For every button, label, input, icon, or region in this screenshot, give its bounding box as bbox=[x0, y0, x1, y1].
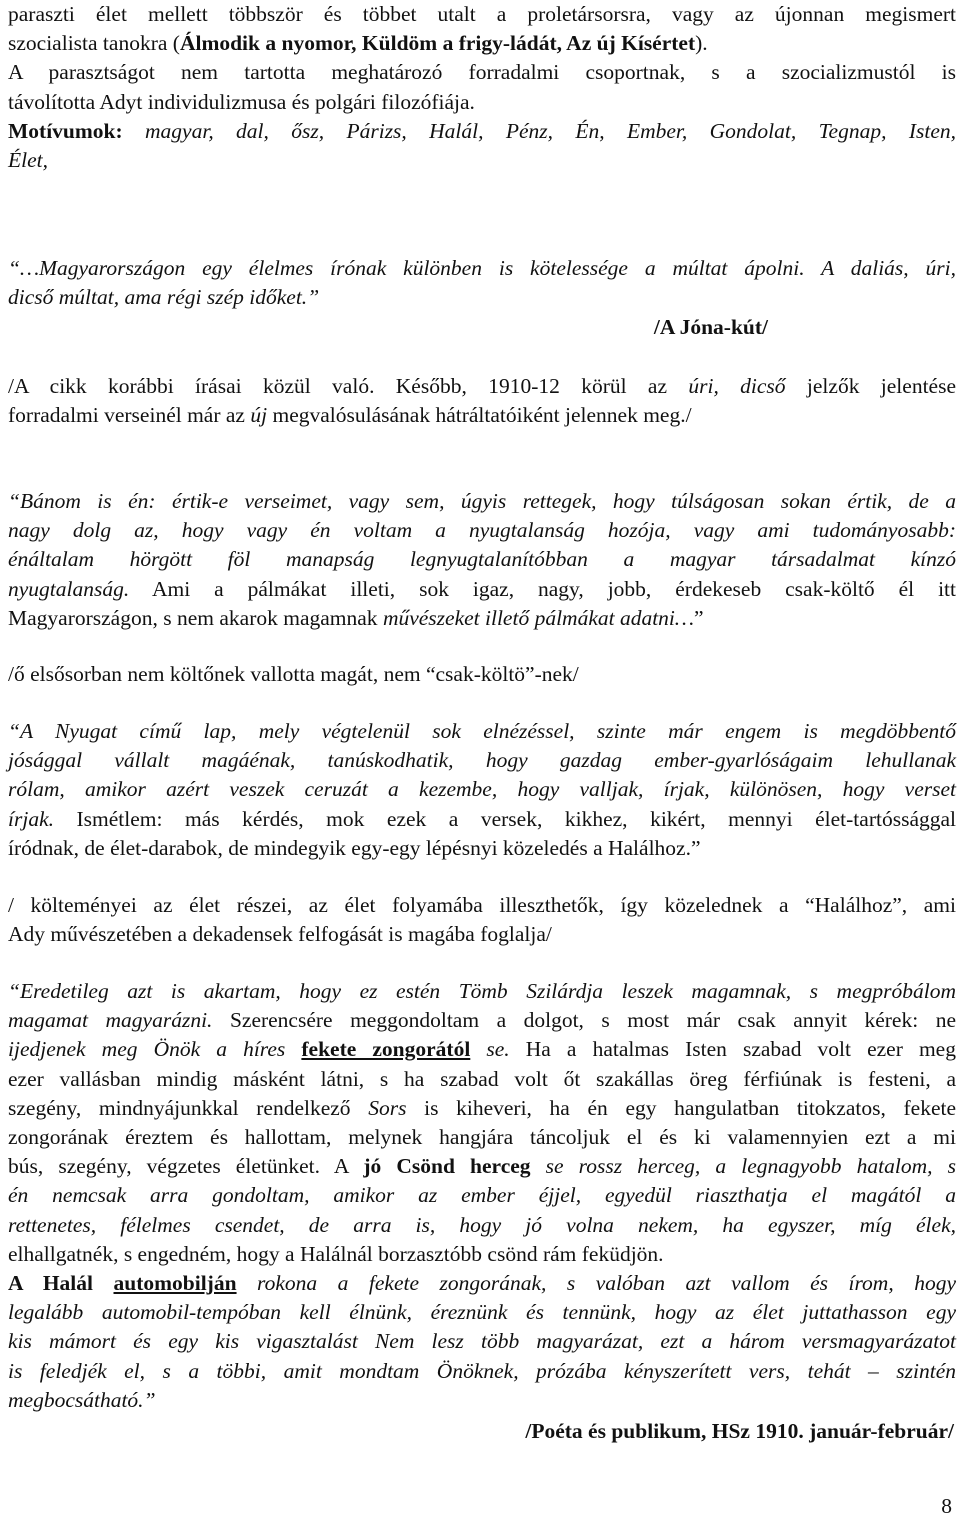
page-number: 8 bbox=[941, 1494, 952, 1518]
quote4-line-7-d: se rossz herceg, a legnagyobb hatalom, s bbox=[530, 1154, 956, 1179]
intro-paragraph bbox=[8, 0, 956, 117]
quote4-line-9: rettenetes, félelmes csendet, de arra is, hogy jó volna nekem, ha egyszer, míg élek, bbox=[8, 1212, 956, 1237]
quote4-line-7-a: bús, szegény, végzetes életünket. bbox=[8, 1154, 320, 1179]
quote2-line-4 bbox=[8, 575, 956, 604]
quote4-line-3-d: Ha a hatalmas Isten szabad volt ezer meg bbox=[509, 1037, 956, 1062]
quote4-line-8: én nemcsak arra gondoltam, amikor az ember éjjel, egyedül riaszthatja el magától a bbox=[8, 1183, 956, 1208]
quote4-line-10: elhallgatnék, s engedném, hogy a Halálnál borzasztóbb csönd rám feküdjön. bbox=[8, 1241, 664, 1266]
quote4-line-5-a: szegény, mindnyájunkkal rendelkező bbox=[8, 1095, 369, 1120]
quote4-line-11 bbox=[8, 1269, 956, 1298]
quote1-line-1: “…Magyarországon egy élelmes írónak különben is kötelessége a múltat ápolni. A daliás, úri, bbox=[8, 256, 956, 280]
quote4-line-6: zongorának éreztem és hallottam, melynek hangjára táncoljuk el és ki valamennyien ezt a mi bbox=[8, 1125, 956, 1150]
note1-line-1-c: jelzők jelentése bbox=[785, 374, 956, 398]
quote4-line-15: megbocsátható.” bbox=[8, 1387, 156, 1412]
quote3-line-5-text: íródnak, de élet-darabok, de mindegyik egy-egy lépésnyi közeledés a Halálhoz. bbox=[8, 835, 691, 860]
quote4-line-3-c: se. bbox=[470, 1037, 510, 1062]
quote1-source: /A Jóna-kút/ bbox=[653, 315, 768, 339]
quote4-line-2-a: magamat magyarázni. bbox=[8, 1008, 213, 1033]
quote3-line-2: jósággal vállalt magáénak, tanúskodhatik, hogy gazdag ember-gyarlóságaim lehullanak bbox=[8, 748, 956, 773]
quote4-line-3 bbox=[8, 1035, 956, 1064]
quote3-line-4-b: Ismétlem: más kérdés, mok ezek a versek, kikhez, kikért, mennyi élet-tartóssággal bbox=[53, 806, 956, 831]
note1-line-2-c: megvalósulásának hátráltatóiként jelennek meg./ bbox=[267, 403, 692, 428]
note1-line-1 bbox=[8, 372, 956, 401]
intro-line-2-c: ). bbox=[695, 31, 708, 56]
quote-2 bbox=[8, 487, 956, 633]
note3-line-2: Ady művészetében a dekadensek felfogását is magába foglalja/ bbox=[8, 922, 552, 947]
quote-3 bbox=[8, 717, 956, 863]
quote4-line-15-text: megbocsátható. bbox=[8, 1387, 144, 1412]
quote1-line-2-text: dicső múltat, ama régi szép időket. bbox=[8, 285, 308, 310]
quote2-line-4-b: Ami a pálmákat illeti, sok igaz, nagy, jobb, érdekeseb csak-költő él itt bbox=[129, 576, 956, 601]
note-3 bbox=[8, 891, 956, 949]
intro-line-3: A parasztságot nem tartotta meghatározó forradalmi csoportnak, s a szocializmustól is bbox=[8, 60, 956, 85]
note-2 bbox=[8, 660, 956, 689]
quote4-line-13: kis mámort és egy kis vigasztalást Nem lesz több magyarázat, ezt a három versmagyarázatot bbox=[8, 1329, 956, 1354]
motifs-label: Motívumok: bbox=[8, 119, 123, 143]
quote4-line-11-c: rokona a fekete zongorának, s valóban azt vallom és írom, hogy bbox=[236, 1271, 956, 1296]
fekete-zongora-term: fekete zongorától bbox=[301, 1037, 471, 1062]
csond-herceg-term: jó Csönd herceg bbox=[363, 1154, 531, 1179]
quote2-line-2: nagy dolg az, hogy vagy én voltam a nyugtalanság hozója, vagy ami tudományosabb: bbox=[8, 518, 956, 543]
sors-term: Sors bbox=[368, 1095, 407, 1120]
automobil-term: automobilján bbox=[113, 1271, 237, 1296]
motifs-paragraph bbox=[8, 117, 956, 175]
note-1 bbox=[8, 372, 956, 430]
quote4-line-5-c: is kiheveri, ha én egy hangulatban titokzatos, fekete bbox=[406, 1095, 957, 1120]
note1-line-2-b: új bbox=[250, 403, 268, 428]
note1-line-2-a: forradalmi verseinél már az bbox=[8, 403, 251, 428]
intro-line-2 bbox=[8, 29, 956, 58]
intro-line-1: paraszti élet mellett többször és többet utalt a proletársorsra, vagy az újonnan megismert bbox=[8, 2, 956, 26]
quote3-line-4-a: írjak. bbox=[8, 806, 54, 831]
quote4-line-5 bbox=[8, 1094, 956, 1123]
quote4-line-14: is feledjék el, s a többi, amit mondtam Önöknek, prózába kényszerített vers, tehát – szintén bbox=[8, 1358, 956, 1383]
intro-line-2-a: szocialista tanokra ( bbox=[8, 31, 180, 56]
quote3-line-5: íródnak, de élet-darabok, de mindegyik egy-egy lépésnyi közeledés a Halálhoz.” bbox=[8, 835, 701, 860]
intro-poem-titles: Álmodik a nyomor, Küldöm a frigy-ládát, Az új Kísértet bbox=[179, 31, 696, 56]
quote4-line-12: legalább automobil-tempóban kell élnünk, éreznünk és tennünk, hogy az élet juttathasson egy bbox=[8, 1300, 956, 1325]
quote4-line-7-b: A bbox=[319, 1154, 364, 1179]
quote3-line-1-text: A Nyugat című lap, mely végtelenül sok elnézéssel, szinte már engem is megdöbbentő bbox=[19, 719, 956, 743]
quote4-line-4: ezer vallásban mindig másként látni, s ha szabad volt őt szakállas öreg férfiúnak is festeni, a bbox=[8, 1066, 956, 1091]
quote-jona-kut bbox=[8, 254, 956, 312]
quote2-line-1: “Bánom is én: értik-e verseimet, vagy sem, úgyis rettegek, hogy túlságosan sokan értik, de a bbox=[8, 489, 956, 513]
quote4-source: /Poéta és publikum, HSz 1910. január-február/ bbox=[525, 1419, 954, 1444]
note1-line-2 bbox=[8, 401, 956, 430]
note1-line-1-b: úri, dicső bbox=[688, 374, 786, 398]
quote2-line-5-b: művészeket illető pálmákat adatni… bbox=[382, 605, 695, 630]
note1-line-1-a: /A cikk korábbi írásai közül való. Később, 1910-12 körül az bbox=[8, 374, 689, 398]
quote3-line-3: rólam, amikor azért veszek ceruzát a kezembe, hogy valljak, írjak, különösen, hogy verset bbox=[8, 777, 956, 802]
quote4-line-2 bbox=[8, 1006, 956, 1035]
quote4-line-11-a: A Halál bbox=[8, 1271, 114, 1296]
intro-line-4: távolította Adyt individulizmusa és polgári filozófiája. bbox=[8, 89, 475, 114]
quote2-line-4-a: nyugtalanság. bbox=[8, 576, 130, 601]
quote4-line-3-a: ijedjenek meg Önök a híres bbox=[8, 1037, 302, 1062]
quote3-line-4 bbox=[8, 805, 956, 834]
motifs-line-1 bbox=[8, 117, 956, 146]
note2-line: /ő elsősorban nem költőnek vallotta magát, nem “csak-költö”-nek/ bbox=[8, 662, 579, 686]
quote-4 bbox=[8, 977, 956, 1446]
motifs-line-2: Élet, bbox=[8, 148, 48, 173]
quote4-line-1-text: Eredetileg azt is akartam, hogy ez estén Tömb Szilárdja leszek magamnak, s megpróbálom bbox=[19, 979, 956, 1003]
quote2-line-1-text: Bánom is én: értik-e verseimet, vagy sem, úgyis rettegek, hogy túlságosan sokan értik, de a bbox=[19, 489, 956, 513]
motifs-text: magyar, dal, ősz, Párizs, Halál, Pénz, Én, Ember, Gondolat, Tegnap, Isten, bbox=[145, 119, 956, 143]
quote2-line-5: Magyarországon, s nem akarok magamnak művészeket illető pálmákat adatni…” bbox=[8, 605, 704, 630]
quote4-line-1: “Eredetileg azt is akartam, hogy ez estén Tömb Szilárdja leszek magamnak, s megpróbálom bbox=[8, 979, 956, 1003]
quote1-line-2: dicső múltat, ama régi szép időket.” bbox=[8, 285, 320, 310]
quote3-line-1: “A Nyugat című lap, mely végtelenül sok elnézéssel, szinte már engem is megdöbbentő bbox=[8, 719, 956, 743]
quote4-line-2-b: Szerencsére meggondoltam a dolgot, s most már csak annyit kérek: ne bbox=[212, 1008, 956, 1033]
quote2-line-3: énáltalam hörgött föl manapság legnyugtalanítóbban a magyar társadalmat kínzó bbox=[8, 547, 956, 572]
note3-line-1: / költeményei az élet részei, az élet folyamába illeszthetők, így közelednek a “Halálhoz”, ami bbox=[8, 893, 956, 917]
quote2-line-5-a: Magyarországon, s nem akarok magamnak bbox=[8, 605, 383, 630]
quote1-line-1-text: …Magyarországon egy élelmes írónak különben is kötelessége a múltat ápolni. A daliás, úri, bbox=[19, 256, 956, 280]
quote4-line-7 bbox=[8, 1152, 956, 1181]
